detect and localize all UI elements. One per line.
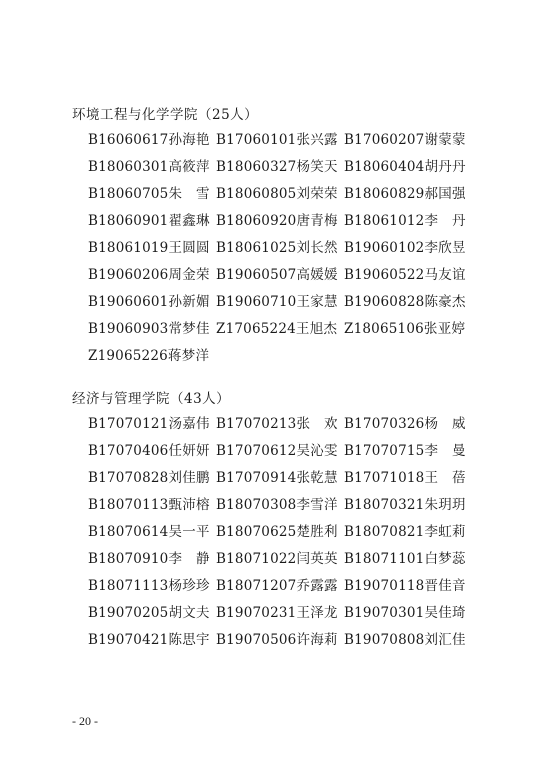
student-id: B18060805: [216, 185, 297, 202]
student-entry: [344, 236, 472, 256]
student-id: B17060207: [344, 131, 425, 148]
student-name: 王家慧: [296, 294, 338, 311]
table-row: [88, 151, 508, 178]
student-entry: [88, 520, 216, 540]
student-entry: [216, 520, 344, 540]
student-name: 郝国强: [424, 185, 466, 202]
student-id: B17070828: [88, 469, 169, 486]
student-id: B18060920: [216, 212, 297, 229]
student-name: 甄沛榕: [168, 496, 210, 513]
student-name: 蒋梦洋: [167, 348, 210, 365]
student-id: B17070914: [216, 469, 297, 486]
student-entry: [88, 128, 216, 148]
student-entry: [344, 128, 472, 148]
student-id: B19060206: [88, 267, 169, 284]
student-id: B18070321: [344, 496, 425, 513]
student-entry: [216, 263, 344, 283]
student-name: 翟鑫琳: [168, 212, 210, 229]
student-entry: [216, 317, 344, 337]
student-id: B18071207: [216, 578, 297, 595]
student-name: 白梦蕊: [424, 551, 466, 568]
student-entry: [344, 209, 472, 229]
student-name: 张乾慧: [296, 469, 338, 486]
student-name: 王旭杰: [295, 321, 338, 338]
student-id: B18060327: [216, 158, 297, 175]
student-id: B19060601: [88, 294, 169, 311]
student-id: B17071018: [344, 469, 425, 486]
student-id: B19070808: [344, 632, 425, 649]
student-entry: [88, 547, 216, 567]
student-id: B19070301: [344, 605, 425, 622]
student-entry: [88, 628, 216, 648]
student-name: 张 欢: [296, 415, 338, 432]
student-name: 李 曼: [424, 442, 466, 459]
student-name: 常梦佳: [168, 321, 210, 338]
student-name: 孙海艳: [168, 131, 210, 148]
student-id: B17070406: [88, 442, 169, 459]
student-entry: [344, 628, 472, 648]
student-name: 刘佳鹏: [168, 469, 210, 486]
table-row: [88, 625, 508, 652]
student-entry: [88, 155, 216, 175]
student-id: B17070121: [88, 415, 169, 432]
student-id: B19060710: [216, 294, 297, 311]
student-name: 晋佳音: [424, 578, 466, 595]
student-id: B18060705: [88, 185, 169, 202]
student-name: 胡丹丹: [424, 158, 466, 175]
student-name: 杨 威: [424, 415, 466, 432]
student-name: 陈思宇: [168, 632, 210, 649]
student-entry: [88, 209, 216, 229]
student-entry: [344, 412, 472, 432]
student-id: B17070326: [344, 415, 425, 432]
student-entry: [88, 263, 216, 283]
student-id: B18071022: [216, 551, 297, 568]
table-row: [88, 543, 508, 570]
student-entry: [216, 182, 344, 202]
student-id: B18070113: [88, 496, 169, 513]
student-id: B17070715: [344, 442, 425, 459]
student-entry: [216, 574, 344, 594]
student-entry: [344, 466, 472, 486]
student-entry: [216, 547, 344, 567]
student-name: 杨珍珍: [168, 578, 210, 595]
student-list-economics-management: [88, 408, 508, 652]
student-name: 刘汇佳: [424, 632, 466, 649]
student-id: B17070612: [216, 442, 297, 459]
student-name: 乔露露: [296, 578, 338, 595]
student-id: B19060828: [344, 294, 425, 311]
student-id: B18060301: [88, 158, 169, 175]
student-entry: [88, 601, 216, 621]
student-entry: [344, 574, 472, 594]
student-entry: [344, 547, 472, 567]
student-entry: [88, 574, 216, 594]
student-name: 胡文夫: [168, 605, 210, 622]
student-name: 吴沁雯: [296, 442, 338, 459]
student-name: 张兴露: [296, 131, 338, 148]
student-entry: [216, 466, 344, 486]
table-row: [88, 259, 508, 286]
student-id: B18060404: [344, 158, 425, 175]
table-row: [88, 435, 508, 462]
student-id: B18071113: [88, 578, 169, 595]
student-name: 王 蓓: [424, 469, 466, 486]
student-entry: [88, 182, 216, 202]
table-row: [88, 314, 508, 341]
student-id: B18071101: [344, 551, 425, 568]
student-entry: [216, 601, 344, 621]
student-name: 杨笑天: [296, 158, 338, 175]
student-list-environment-chemistry: [88, 124, 508, 368]
student-name: 马友谊: [424, 267, 466, 284]
student-id: B19070506: [216, 632, 297, 649]
student-name: 张亚婷: [423, 321, 466, 338]
student-entry: [216, 628, 344, 648]
student-id: B18060829: [344, 185, 425, 202]
table-row: [88, 124, 508, 151]
section-title-environment-chemistry: 环境工程与化学学院（25人）: [72, 107, 259, 123]
student-id: B19070231: [216, 605, 297, 622]
student-entry: [216, 236, 344, 256]
student-entry: [216, 209, 344, 229]
student-id: Z18065106: [344, 321, 424, 338]
student-id: B18061012: [344, 212, 425, 229]
student-name: 王泽龙: [296, 605, 338, 622]
student-name: 李雪洋: [296, 496, 338, 513]
student-name: 王圆圆: [168, 239, 210, 256]
student-entry: [344, 182, 472, 202]
student-name: 陈豪杰: [424, 294, 466, 311]
student-name: 高筱萍: [168, 158, 210, 175]
student-entry: [344, 317, 472, 337]
student-name: 任妍妍: [168, 442, 210, 459]
table-row: [88, 598, 508, 625]
table-row: [88, 178, 508, 205]
student-entry: [88, 317, 216, 337]
student-entry: [344, 601, 472, 621]
student-id: B18070614: [88, 523, 169, 540]
table-row: [88, 489, 508, 516]
student-entry: [344, 263, 472, 283]
student-entry: [88, 466, 216, 486]
student-id: B18070308: [216, 496, 297, 513]
student-name: 朱 雪: [168, 185, 210, 202]
student-name: 孙新媚: [168, 294, 210, 311]
student-id: B18060901: [88, 212, 169, 229]
student-entry: [216, 128, 344, 148]
section-title-economics-management: 经济与管理学院（43人）: [72, 391, 231, 407]
student-name: 吴一平: [168, 523, 210, 540]
student-name: 许海莉: [296, 632, 338, 649]
student-id: Z19065226: [88, 348, 168, 365]
table-row: [88, 462, 508, 489]
student-entry: [344, 493, 472, 513]
student-entry: [216, 412, 344, 432]
student-name: 吴佳琦: [424, 605, 466, 622]
student-name: 李 丹: [424, 212, 466, 229]
student-id: B18061025: [216, 239, 297, 256]
student-name: 汤嘉伟: [168, 415, 210, 432]
student-id: Z17065224: [216, 321, 296, 338]
student-id: B18070625: [216, 523, 297, 540]
student-id: B19060522: [344, 267, 425, 284]
student-entry: [216, 290, 344, 310]
student-id: B17060101: [216, 131, 297, 148]
table-row: [88, 408, 508, 435]
student-id: B18061019: [88, 239, 169, 256]
student-id: B19060903: [88, 321, 169, 338]
student-name: 高媛媛: [296, 267, 338, 284]
student-entry: [344, 290, 472, 310]
student-id: B18070910: [88, 551, 169, 568]
student-name: 李欣昱: [424, 239, 466, 256]
student-id: B19070421: [88, 632, 169, 649]
student-id: B19070118: [344, 578, 425, 595]
table-row: [88, 571, 508, 598]
student-name: 刘长然: [296, 239, 338, 256]
page-number: - 20 -: [72, 714, 98, 728]
student-entry: [344, 520, 472, 540]
student-entry: [216, 493, 344, 513]
student-entry: [216, 155, 344, 175]
student-entry: [88, 412, 216, 432]
student-name: 李 静: [168, 551, 210, 568]
student-name: 楚胜利: [296, 523, 338, 540]
student-id: B19060507: [216, 267, 297, 284]
student-name: 刘荣荣: [296, 185, 338, 202]
table-row: [88, 287, 508, 314]
student-entry: [88, 236, 216, 256]
student-id: B16060617: [88, 131, 169, 148]
student-id: B17070213: [216, 415, 297, 432]
student-name: 闫英英: [296, 551, 338, 568]
student-entry: [88, 493, 216, 513]
student-name: 周金荣: [168, 267, 210, 284]
student-entry: [344, 439, 472, 459]
student-id: B19060102: [344, 239, 425, 256]
student-entry: [344, 155, 472, 175]
table-row: [88, 516, 508, 543]
student-entry: [88, 439, 216, 459]
student-id: B19070205: [88, 605, 169, 622]
student-name: 谢蒙蒙: [424, 131, 466, 148]
table-row: [88, 341, 508, 368]
student-name: 朱玥玥: [424, 496, 466, 513]
table-row: [88, 205, 508, 232]
student-entry: [88, 344, 216, 364]
student-name: 李虹莉: [424, 523, 466, 540]
student-entry: [88, 290, 216, 310]
student-id: B18070821: [344, 523, 425, 540]
student-entry: [216, 439, 344, 459]
student-name: 唐青梅: [296, 212, 338, 229]
table-row: [88, 232, 508, 259]
